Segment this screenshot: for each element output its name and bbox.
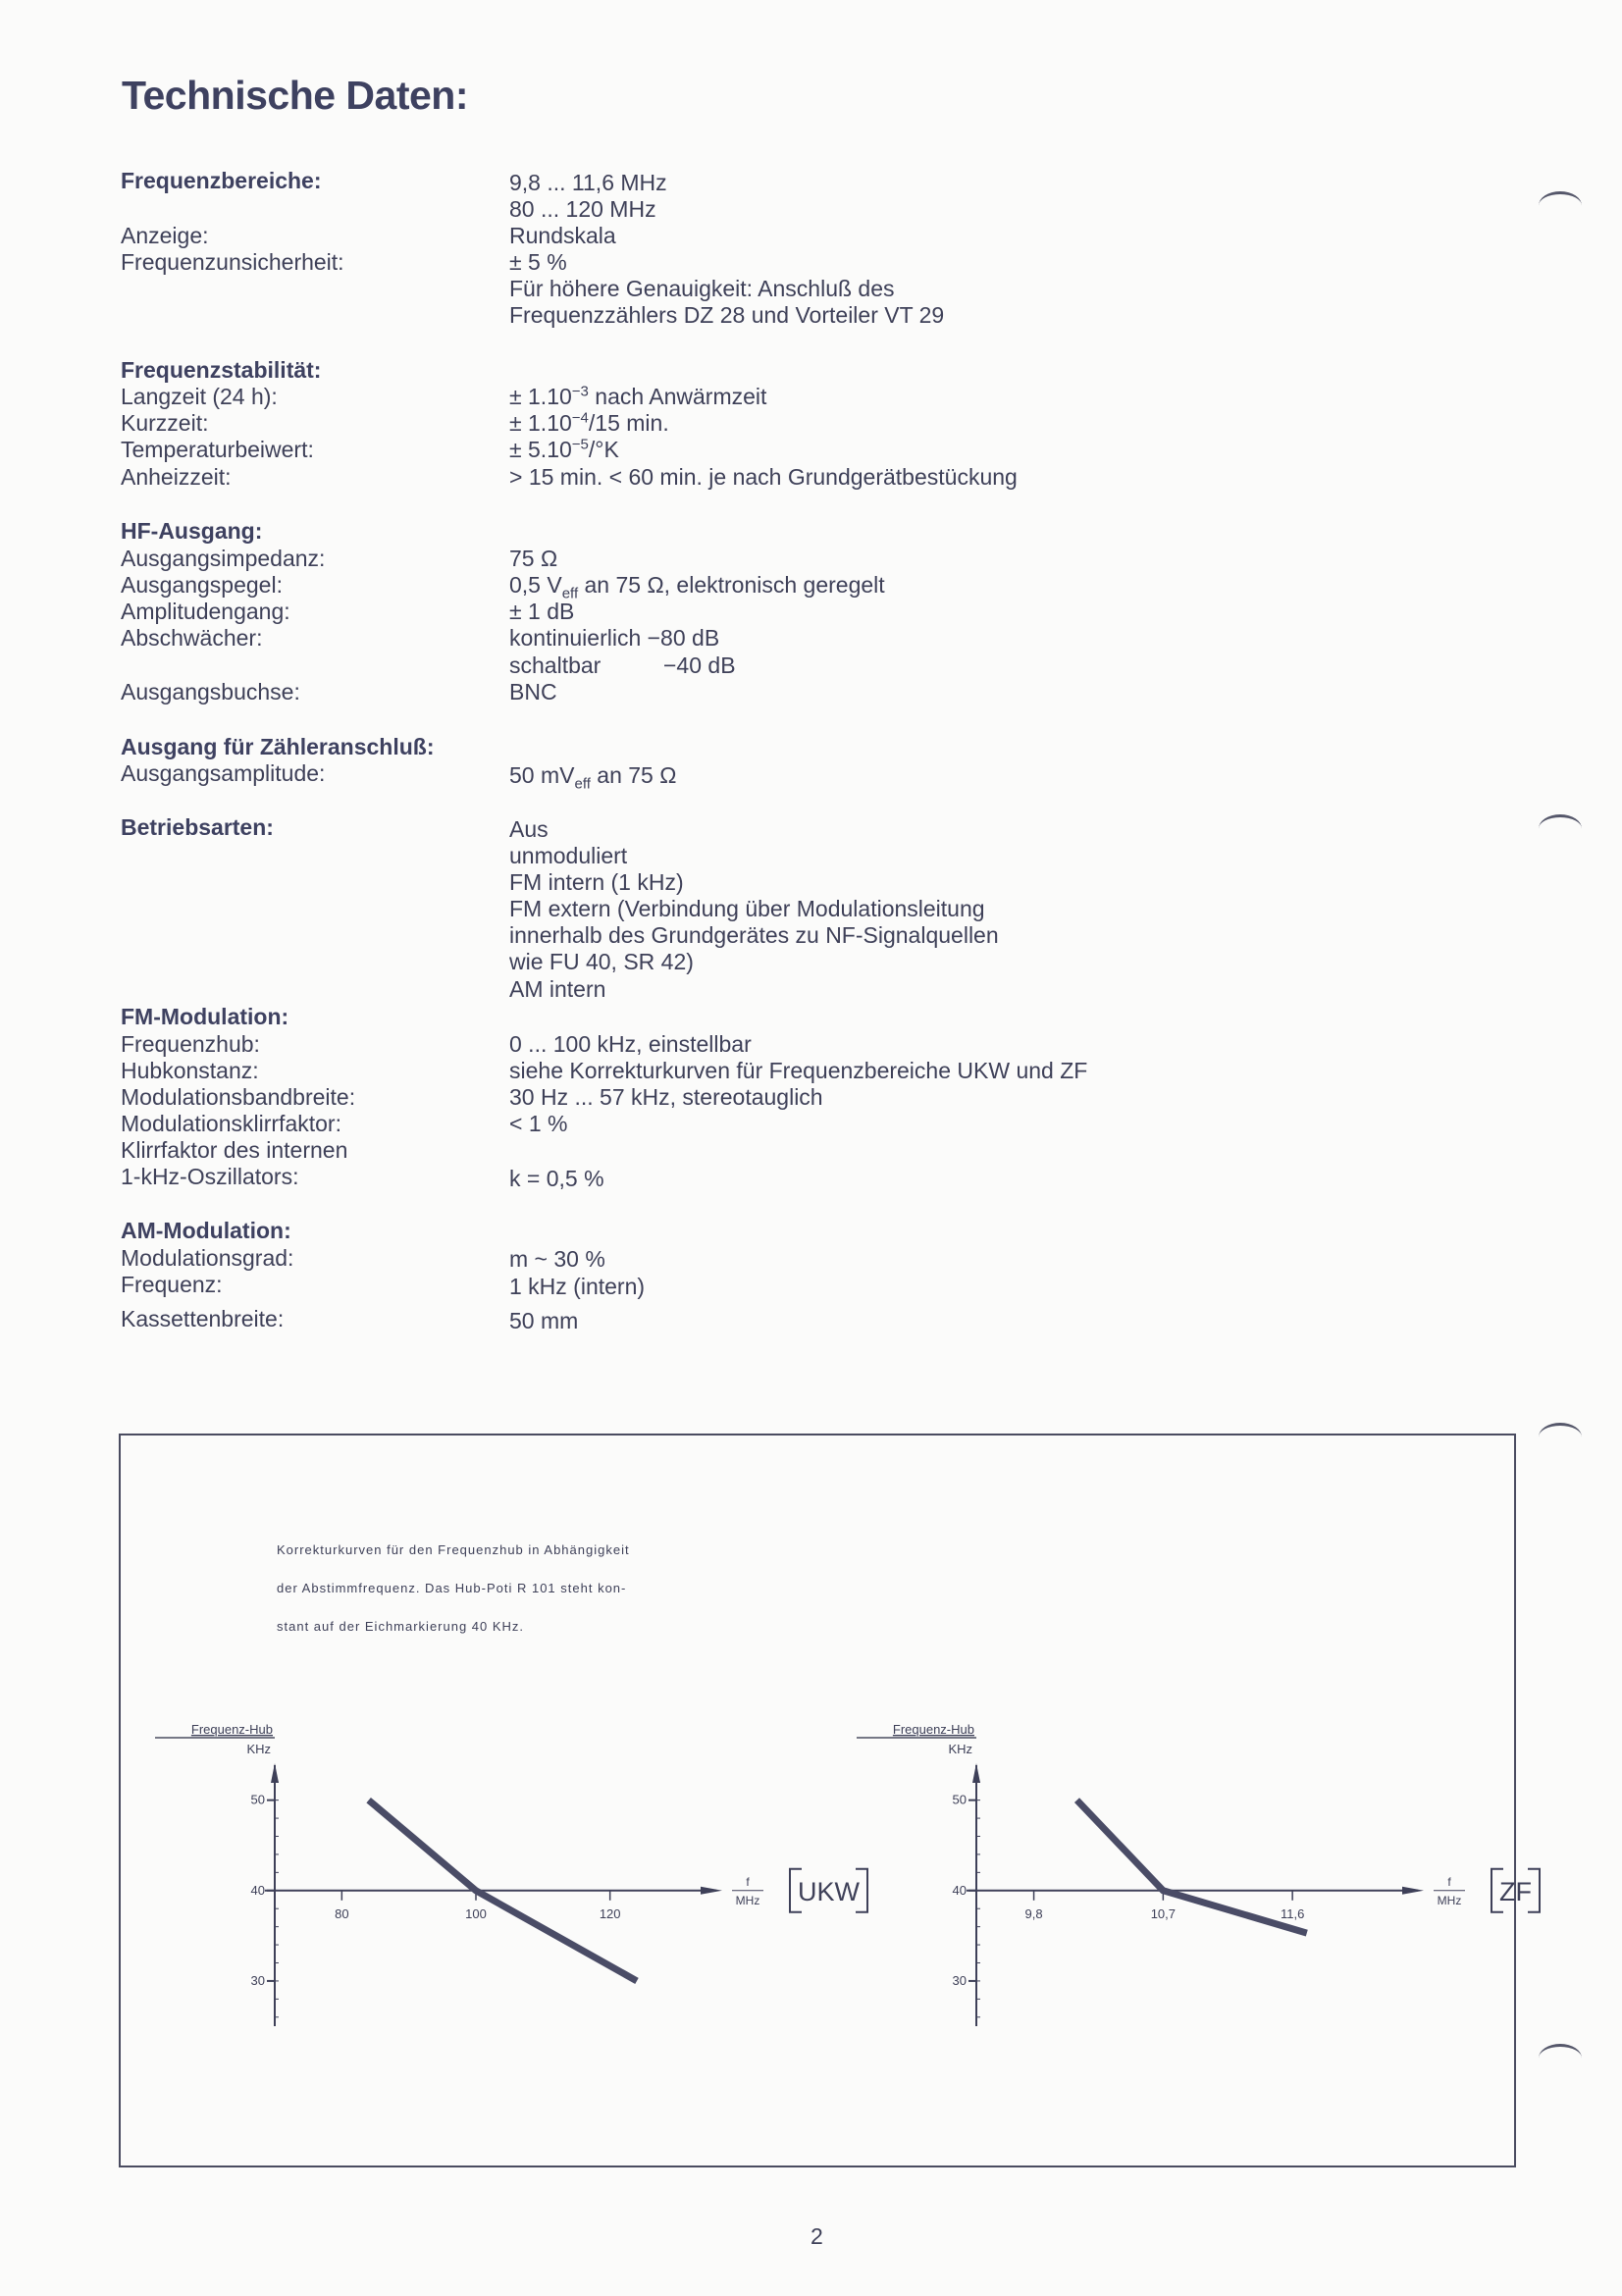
chart-caption-line-1: Korrekturkurven für den Frequenzhub in Abhängigkeit — [277, 1542, 630, 1557]
y-tick-label: 30 — [952, 1972, 967, 1988]
value-anheizzeit: > 15 min. < 60 min. je nach Grundgerätbestückung — [509, 464, 1018, 490]
list-item-betriebsart: unmoduliert — [509, 843, 628, 868]
x-axis-arrow — [1402, 1887, 1424, 1895]
section-heading-frequenzbereiche: Frequenzbereiche: — [121, 168, 322, 193]
binder-hole — [1539, 1423, 1582, 1451]
label-kassettenbreite: Kassettenbreite: — [121, 1306, 285, 1331]
chart-title: ZF — [1499, 1876, 1532, 1906]
label-frequenzhub: Frequenzhub: — [121, 1031, 260, 1057]
x-tick-label: 80 — [335, 1905, 349, 1921]
label-kurzzeit: Kurzzeit: — [121, 410, 209, 436]
value-modulationsgrad: m ~ 30 % — [509, 1246, 605, 1272]
value-range-2: 80 ... 120 MHz — [509, 196, 656, 222]
value-temperaturbeiwert: ± $5.10^{-5}/^\circ K$ — [509, 436, 619, 462]
value-klirrfaktor-oszillator: k = 0,5 % — [509, 1166, 604, 1191]
series-line-zf — [1077, 1800, 1307, 1933]
x-axis-label: f — [746, 1874, 750, 1889]
list-item-betriebsart: FM intern (1 kHz) — [509, 869, 684, 895]
section-heading-hf-ausgang: HF-Ausgang: — [121, 518, 263, 544]
label-ausgangspegel: Ausgangspegel: — [121, 572, 283, 598]
value-abschwaecher-schaltbar: schaltbar — [509, 652, 602, 678]
label-hubkonstanz: Hubkonstanz: — [121, 1058, 259, 1083]
label-anzeige: Anzeige: — [121, 223, 209, 248]
section-heading-am-modulation: AM-Modulation: — [121, 1218, 291, 1243]
x-tick-label: 100 — [465, 1905, 487, 1921]
page-number: 2 — [811, 2223, 823, 2249]
y-axis-label: Frequenz-Hub — [190, 1722, 273, 1737]
x-tick-label: 9,8 — [1024, 1905, 1043, 1921]
value-ausgangsbuchse: BNC — [509, 679, 557, 704]
list-item-betriebsart: wie FU 40, SR 42) — [509, 949, 694, 974]
value-ausgangspegel: 0,5 $V_{eff}$ an 75 Ω, elektronisch geregelt — [509, 572, 885, 602]
section-heading-betriebsarten: Betriebsarten: — [121, 814, 274, 840]
value-abschwaecher-kontinuierlich: kontinuierlich −80 dB — [509, 625, 720, 651]
value-frequenzunsicherheit: ± 5 % — [509, 249, 567, 275]
section-heading-zaehleranschluss: Ausgang für Zähleranschluß: — [121, 734, 435, 759]
chart-title: UKW — [798, 1876, 860, 1906]
value-ausgangsimpedanz: 75 Ω — [509, 546, 558, 571]
label-abschwaecher: Abschwächer: — [121, 625, 263, 651]
label-klirrfaktor-oszillator-1: Klirrfaktor des internen — [121, 1137, 348, 1163]
x-tick-label: 11,6 — [1280, 1905, 1305, 1921]
y-tick-label: 30 — [250, 1972, 265, 1988]
label-temperaturbeiwert: Temperaturbeiwert: — [121, 437, 314, 462]
value-langzeit: ± $1.10^{-3}$ nach Anwärmzeit — [509, 383, 767, 409]
value-abschwaecher-schaltbar-db: −40 dB — [663, 652, 736, 678]
section-heading-frequenzstabilitaet: Frequenzstabilität: — [121, 357, 322, 383]
chart-caption-line-2: der Abstimmfrequenz. Das Hub-Poti R 101 steht kon- — [277, 1581, 627, 1595]
value-kassettenbreite: 50 mm — [509, 1308, 579, 1333]
x-tick-label: 120 — [599, 1905, 621, 1921]
y-axis-arrow — [271, 1763, 279, 1783]
value-anzeige: Rundskala — [509, 223, 616, 248]
y-axis-label: Frequenz-Hub — [892, 1722, 974, 1737]
label-ausgangsbuchse: Ausgangsbuchse: — [121, 679, 300, 704]
y-axis-arrow — [972, 1763, 980, 1783]
label-modulationsklirrfaktor: Modulationsklirrfaktor: — [121, 1111, 341, 1136]
list-item-betriebsart: innerhalb des Grundgerätes zu NF-Signalquellen — [509, 922, 999, 948]
y-tick-label: 40 — [250, 1882, 265, 1898]
list-item-betriebsart: FM extern (Verbindung über Modulationsleitung — [509, 896, 985, 921]
label-anheizzeit: Anheizzeit: — [121, 464, 232, 490]
label-modulationsbandbreite: Modulationsbandbreite: — [121, 1084, 356, 1110]
label-klirrfaktor-oszillator-2: 1-kHz-Oszillators: — [121, 1164, 299, 1189]
label-frequenzunsicherheit: Frequenzunsicherheit: — [121, 249, 344, 275]
value-hubkonstanz: siehe Korrekturkurven für Frequenzbereiche UKW und ZF — [509, 1058, 1088, 1083]
binder-hole — [1539, 2044, 1582, 2072]
label-ausgangsimpedanz: Ausgangsimpedanz: — [121, 546, 326, 571]
y-axis-unit: KHz — [246, 1742, 271, 1756]
section-heading-fm-modulation: FM-Modulation: — [121, 1004, 289, 1029]
list-item-betriebsart: Aus — [509, 816, 549, 842]
label-modulationsgrad: Modulationsgrad: — [121, 1245, 294, 1271]
value-range-1: 9,8 ... 11,6 MHz — [509, 170, 667, 195]
x-tick-label: 10,7 — [1150, 1905, 1177, 1921]
x-axis-unit: MHz — [1437, 1893, 1462, 1907]
label-amplitudengang: Amplitudengang: — [121, 599, 290, 624]
chart-caption-line-3: stant auf der Eichmarkierung 40 KHz. — [277, 1619, 525, 1634]
page-title: Technische Daten: — [122, 73, 468, 118]
binder-hole — [1539, 814, 1582, 843]
value-ausgangsamplitude: 50 $mV_{eff}$ an 75 Ω — [509, 762, 677, 793]
x-axis-unit: MHz — [735, 1893, 760, 1907]
chart-ukw — [137, 1712, 860, 2046]
chart-zf — [839, 1712, 1532, 2046]
value-kurzzeit: ± $1.10^{-4}/15$ min. — [509, 409, 669, 436]
y-tick-label: 50 — [250, 1792, 265, 1807]
y-tick-label: 50 — [952, 1792, 967, 1807]
note-genauigkeit-2: Frequenzzählers DZ 28 und Vorteiler VT 29 — [509, 302, 945, 328]
value-amplitudengang: ± 1 dB — [509, 599, 575, 624]
note-genauigkeit-1: Für höhere Genauigkeit: Anschluß des — [509, 276, 895, 301]
value-frequenzhub: 0 ... 100 kHz, einstellbar — [509, 1031, 752, 1057]
value-modulationsklirrfaktor: < 1 % — [509, 1111, 568, 1136]
x-axis-arrow — [701, 1887, 722, 1895]
y-tick-label: 40 — [952, 1882, 967, 1898]
label-am-frequenz: Frequenz: — [121, 1272, 223, 1297]
y-axis-unit: KHz — [948, 1742, 972, 1756]
value-am-frequenz: 1 kHz (intern) — [509, 1274, 646, 1299]
label-langzeit: Langzeit (24 h): — [121, 384, 278, 409]
value-modulationsbandbreite: 30 Hz ... 57 kHz, stereotauglich — [509, 1084, 823, 1110]
x-axis-label: f — [1447, 1874, 1451, 1889]
label-ausgangsamplitude: Ausgangsamplitude: — [121, 760, 326, 786]
binder-hole — [1539, 191, 1582, 220]
list-item-betriebsart: AM intern — [509, 976, 606, 1002]
